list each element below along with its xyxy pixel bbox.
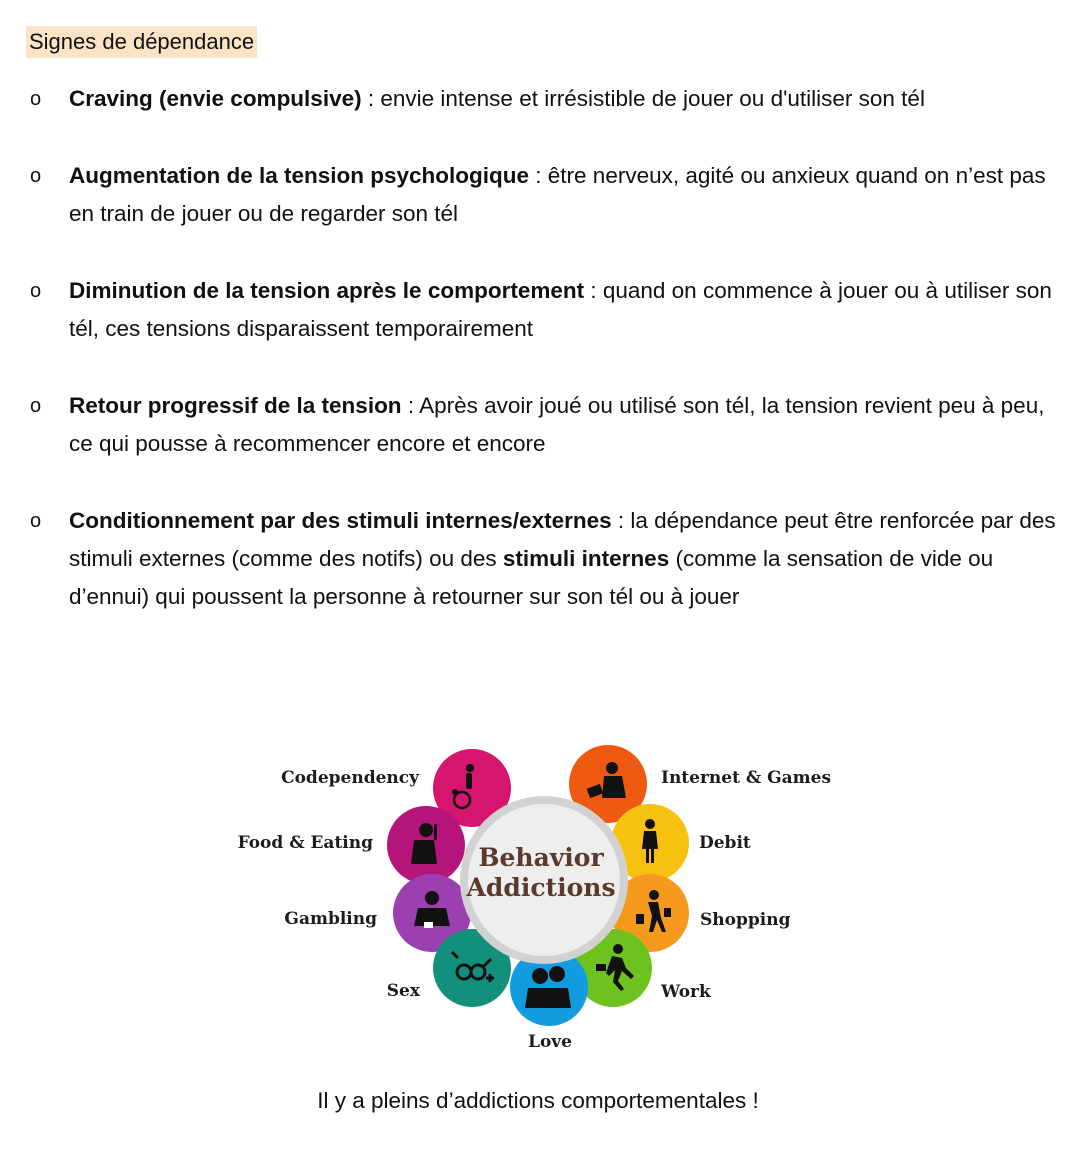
center-title-line2: Addictions	[466, 873, 616, 902]
bullet-marker: o	[30, 165, 42, 187]
label-debit: Debit	[699, 833, 751, 853]
bullet-text: (comme la sensation de vide ou d’ennui) qui poussent la personne à retourner sur son tél ou à jouer	[69, 546, 994, 609]
bullet-text: : envie intense et irrésistible de jouer ou d'utiliser son tél	[361, 86, 925, 111]
center-title-line1: Behavior	[478, 843, 604, 872]
figure-caption: Il y a pleins d’addictions comportementales !	[317, 1088, 759, 1113]
label-internet-games: Internet & Games	[661, 768, 832, 788]
bullet-marker: o	[30, 88, 42, 110]
label-gambling: Gambling	[284, 909, 377, 929]
bullet-item	[26, 502, 1056, 616]
label-food-eating: Food & Eating	[237, 833, 373, 853]
section-heading: Signes de dépendance	[26, 26, 257, 58]
bullet-term: Craving (envie compulsive)	[69, 86, 362, 111]
bullet-marker: o	[30, 510, 42, 532]
label-shopping: Shopping	[700, 910, 791, 930]
bullet-text: : Après avoir joué ou utilisé son tél, la tension revient peu à peu, ce qui pousse à recommencer encore et encore	[69, 393, 1045, 456]
bullet-term-inline: stimuli internes	[502, 546, 670, 571]
label-work: Work	[661, 982, 711, 1002]
label-sex: Sex	[386, 981, 420, 1001]
bullet-text: : quand on commence à jouer ou à utiliser son tél, ces tensions disparaissent temporairement	[69, 278, 1052, 341]
bullet-list	[26, 80, 1056, 655]
bullet-item	[26, 387, 1056, 463]
label-love: Love	[528, 1032, 572, 1052]
bullet-term: Conditionnement par des stimuli internes/externes	[69, 508, 612, 533]
bullet-text: : la dépendance peut être renforcée par des stimuli externes (comme des notifs) ou des	[69, 508, 1056, 571]
label-codependency: Codependency	[281, 768, 419, 788]
bullet-term: Diminution de la tension après le comportement	[69, 278, 585, 303]
bullet-item	[26, 80, 1056, 118]
bullet-term: Retour progressif de la tension	[69, 393, 402, 418]
bullet-marker: o	[30, 280, 42, 302]
bullet-text: : être nerveux, agité ou anxieux quand on n’est pas en train de jouer ou de regarder son tél	[69, 163, 1046, 226]
behavior-addictions-diagram	[0, 720, 1076, 1080]
diagram-svg	[0, 720, 1076, 1080]
bullet-item	[26, 157, 1056, 233]
bullet-marker: o	[30, 395, 42, 417]
bullet-term: Augmentation de la tension psychologique	[69, 163, 530, 188]
bullet-item	[26, 272, 1056, 348]
